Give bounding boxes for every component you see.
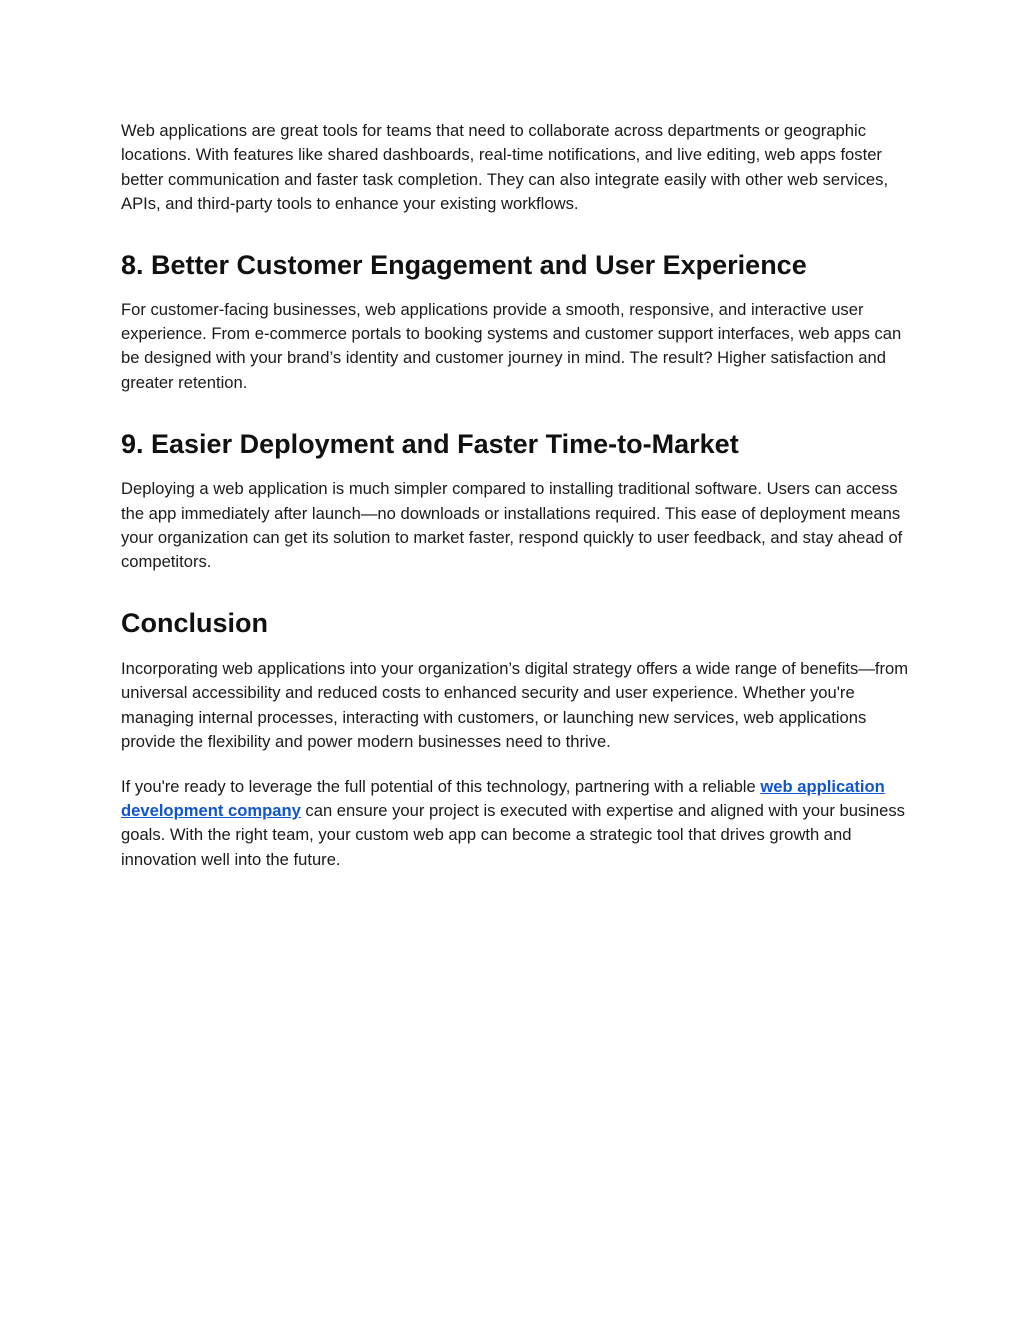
intro-paragraph: Web applications are great tools for teams that need to collaborate across departments or geographic locations. With features like shared dashboards, real-time notifications, and live editing, web apps foster better communication and faster task completion. They can also integrate easily with other web services, APIs, and third-party tools to enhance your existing workflows.: [121, 121, 889, 214]
web-application-development-company-link[interactable]: web application development company: [121, 776, 885, 820]
section-heading-easier-deployment: 9. Easier Deployment and Faster Time-to-Market: [121, 429, 739, 460]
section-heading-customer-engagement: 8. Better Customer Engagement and User Experience: [121, 249, 807, 280]
cta-text-after: can ensure your project is executed with expertise and aligned with your business goals. With the right team, your custom web app can become a strategic tool that drives growth and innovation well into the future.: [121, 800, 905, 869]
section-paragraph-customer-engagement: For customer-facing businesses, web applications provide a smooth, responsive, and interactive user experience. From e-commerce portals to booking systems and customer support interfaces, web apps can be designed with your brand’s identity and customer journey in mind. The result? Higher satisfaction and greater retention.: [121, 299, 902, 392]
cta-text-before: If you're ready to leverage the full potential of this technology, partnering with a reliable: [121, 776, 761, 796]
call-to-action-paragraph: [121, 775, 911, 873]
section-paragraph-easier-deployment: Deploying a web application is much simpler compared to installing traditional software. Users can access the app immediately after launch—no downloads or installations required. This ease of deployment means your organization can get its solution to market faster, respond quickly to user feedback, and stay ahead of competitors.: [121, 479, 903, 572]
document-page: [121, 119, 911, 872]
conclusion-paragraph: Incorporating web applications into your organization’s digital strategy offers a wide range of benefits—from universal accessibility and reduced costs to enhanced security and user experience. Whether you're managing internal processes, interacting with customers, or launching new services, web applications provide the flexibility and power modern businesses need to thrive.: [121, 658, 909, 752]
conclusion-heading: Conclusion: [121, 607, 268, 638]
